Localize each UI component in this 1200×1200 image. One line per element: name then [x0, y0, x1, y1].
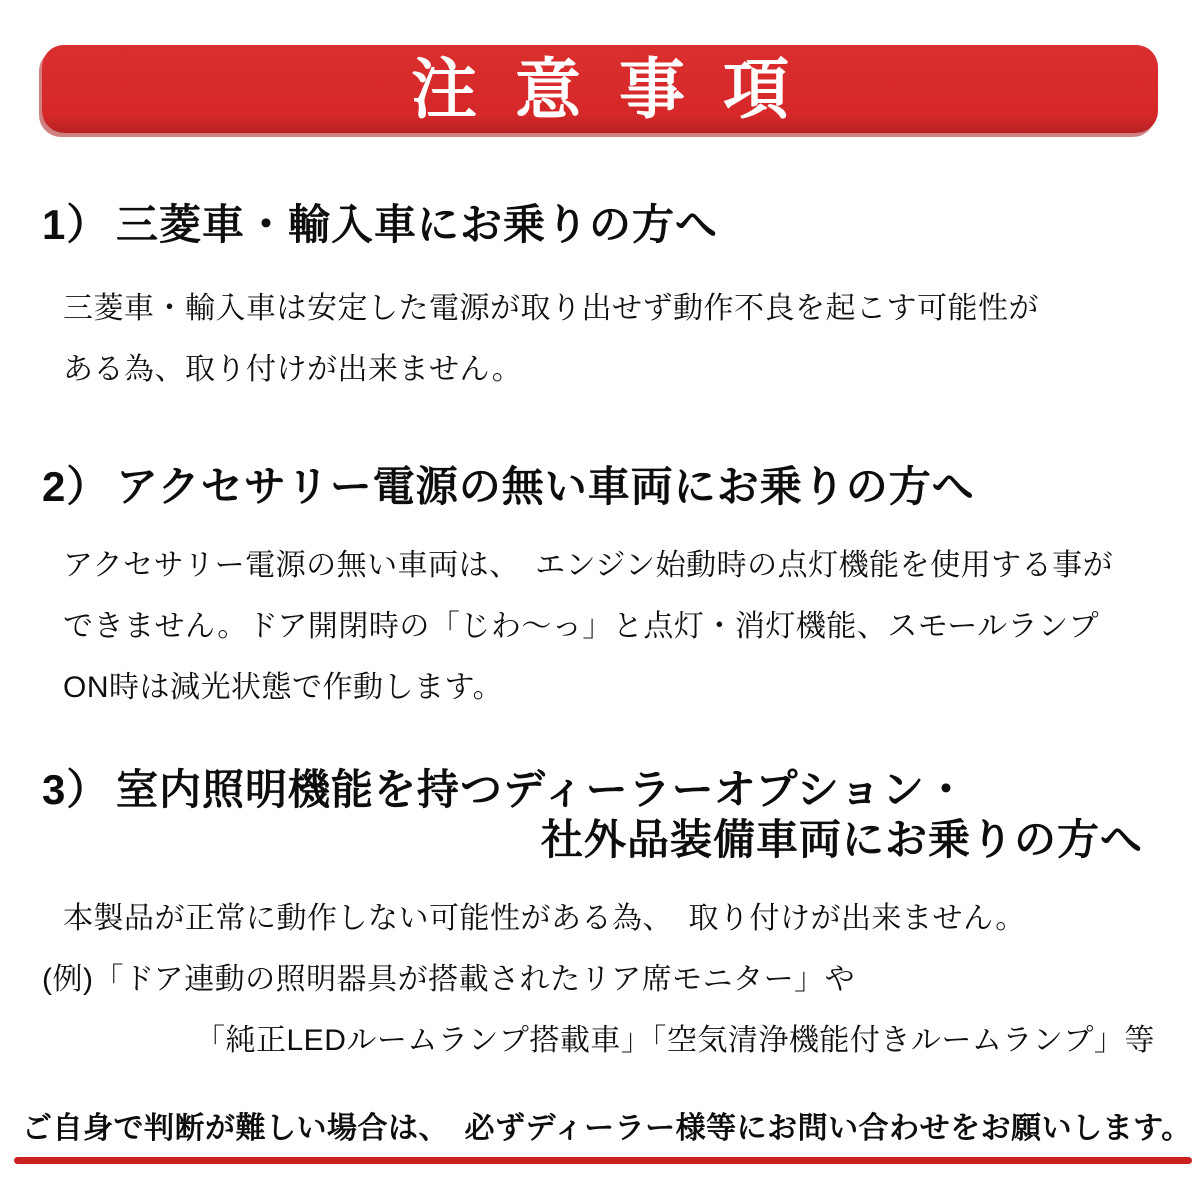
section-3-heading [42, 765, 968, 815]
section-2-body-line: できません。ドア開閉時の「じわ～っ」と点灯・消灯機能、スモールランプ [63, 610, 1100, 643]
section-2-heading-text: アクセサリー電源の無い車両にお乗りの方へ [116, 463, 975, 510]
footer-red-underline [14, 1157, 1192, 1164]
section-3-heading-line2: 社外品装備車両にお乗りの方へ [540, 816, 1143, 863]
section-3-number: 3） [42, 766, 110, 813]
section-3-heading-text: 室内照明機能を持つディーラーオプション・ [116, 766, 969, 813]
section-1-body-line: 三菱車・輸入車は安定した電源が取り出せず動作不良を起こす可能性が [63, 292, 1039, 325]
section-1-heading [42, 200, 718, 250]
notice-banner [42, 45, 1158, 133]
section-3-body-line: 本製品が正常に動作しない可能性がある為、 取り付けが出来ません。 [63, 902, 1026, 935]
section-1-body [63, 278, 1039, 400]
section-1-heading-text: 三菱車・輸入車にお乗りの方へ [116, 201, 719, 248]
section-1-body-line: ある為、取り付けが出来ません。 [63, 353, 523, 386]
section-3-body-example-line: (例)「ドア連動の照明器具が搭載されたリア席モニター」や [42, 963, 856, 996]
banner-title: 注意事項 [411, 52, 827, 126]
section-2-body [63, 535, 1113, 718]
footer-notice-text: ご自身で判断が難しい場合は、 必ずディーラー様等にお問い合わせをお願いします。 [22, 1112, 1192, 1145]
section-2-body-line: アクセサリー電源の無い車両は、 エンジン始動時の点灯機能を使用する事が [63, 549, 1114, 582]
section-2-heading [42, 462, 975, 512]
section-1-number: 1） [42, 201, 110, 248]
section-3-body [42, 888, 1155, 1071]
section-2-number: 2） [42, 463, 110, 510]
section-2-body-line: ON時は減光状態で作動します。 [63, 671, 504, 704]
section-3-body-line: 「純正LEDルームランプ搭載車」「空気清浄機能付きルームランプ」等 [195, 1024, 1155, 1057]
